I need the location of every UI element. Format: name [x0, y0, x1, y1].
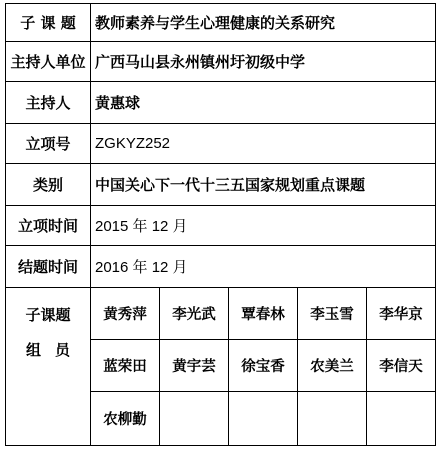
member-name: 农柳勤 [91, 392, 160, 446]
label-category: 类别 [6, 164, 91, 206]
value-subject: 教师素养与学生心理健康的关系研究 [91, 4, 436, 42]
member-name-empty [160, 392, 229, 446]
member-name: 蓝荣田 [91, 340, 160, 392]
row-project-number [6, 124, 436, 164]
row-category [6, 164, 436, 206]
member-name: 李信天 [367, 340, 436, 392]
member-name: 李华京 [367, 288, 436, 340]
member-name-empty [229, 392, 298, 446]
row-end-date [6, 246, 436, 288]
member-name: 李光武 [160, 288, 229, 340]
label-subject: 子 课 题 [6, 4, 91, 42]
member-name: 覃春林 [229, 288, 298, 340]
value-host: 黄惠球 [91, 82, 436, 124]
value-start-date: 2015 年 12 月 [91, 206, 436, 246]
member-name: 李玉雪 [298, 288, 367, 340]
member-name-empty [367, 392, 436, 446]
label-host: 主持人 [6, 82, 91, 124]
label-start-date: 立项时间 [6, 206, 91, 246]
row-host-unit [6, 42, 436, 82]
member-name: 徐宝香 [229, 340, 298, 392]
row-subject [6, 4, 436, 42]
member-name: 黄秀萍 [91, 288, 160, 340]
member-name-empty [298, 392, 367, 446]
row-start-date [6, 206, 436, 246]
member-name: 黄宇芸 [160, 340, 229, 392]
value-end-date: 2016 年 12 月 [91, 246, 436, 288]
value-project-number: ZGKYZ252 [91, 124, 436, 164]
members-label-line2: 组员 [25, 341, 84, 359]
value-category: 中国关心下一代十三五国家规划重点课题 [91, 164, 436, 206]
member-name: 农美兰 [298, 340, 367, 392]
project-info-table [5, 3, 436, 446]
members-label-line1: 子课题 [25, 306, 71, 324]
label-project-number: 立项号 [6, 124, 91, 164]
value-host-unit: 广西马山县永州镇州圩初级中学 [91, 42, 436, 82]
members-label-cell [6, 288, 91, 446]
row-host [6, 82, 436, 124]
label-end-date: 结题时间 [6, 246, 91, 288]
label-host-unit: 主持人单位 [6, 42, 91, 82]
members-row-1 [6, 288, 436, 340]
